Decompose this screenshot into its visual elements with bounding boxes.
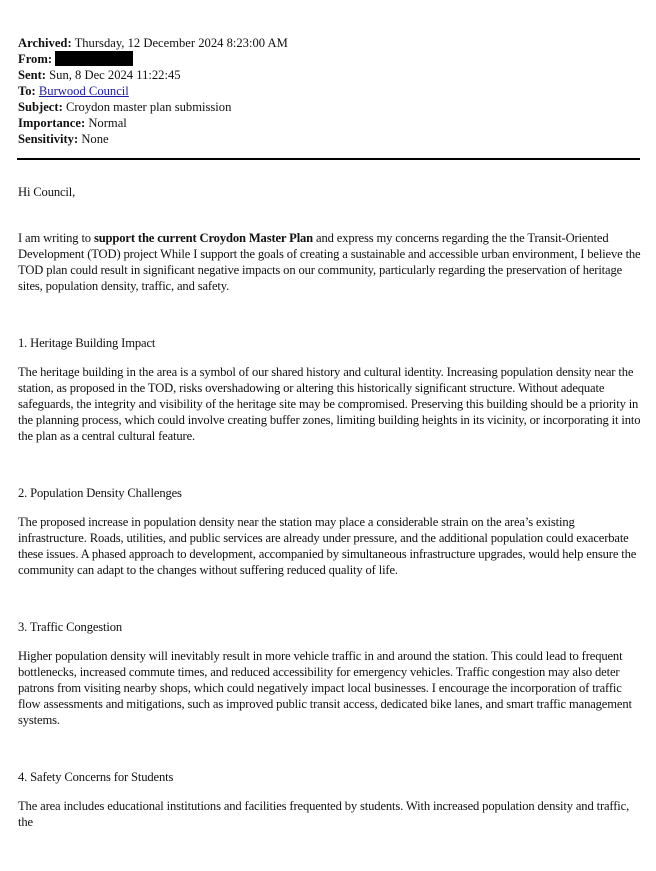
intro-bold-text: support the current Croydon Master Plan [93,231,314,245]
intro-text-end: and express my concerns regarding the the Transit-Oriented Development (TOD) project While I support the goals of creating a sustainable and accessible urban environment, I believe the TOD plan could result in significant negative impacts on our community, particularly regarding the preservation of heritage sites, population density, traffic, and safety. [18,231,641,293]
redacted-sender [55,51,133,66]
to-recipient-link[interactable]: Burwood Council [38,84,129,98]
to-label: To: [18,84,36,98]
importance-label: Importance: [18,116,86,130]
sent-label: Sent: [18,68,46,82]
subject-value: Croydon master plan submission [65,100,232,114]
section-text-safety: The area includes educational institutions and facilities frequented by students. With increased population density and traffic, the [18,799,630,829]
greeting: Hi Council, [18,185,76,199]
importance-value: Normal [88,116,127,130]
archived-value: Thursday, 12 December 2024 8:23:00 AM [74,36,288,50]
intro-text-start: I am writing to [18,231,94,245]
section-heading-safety: 4. Safety Concerns for Students [18,770,174,784]
section-text-traffic: Higher population density will inevitably result in more vehicle traffic in and around the station. This could lead to frequent bottlenecks, increased commute times, and reduced accessibility for emergency vehicles. Traffic congestion may also deter patrons from visiting nearby shops, which could negatively impact local businesses. I encourage the incorporation of traffic flow assessments and mitigations, such as improved public transit access, dedicated bike lanes, and smart traffic management systems. [18,649,632,727]
from-row [18,51,644,67]
intro-paragraph [18,230,642,294]
sensitivity-row [18,131,644,147]
subject-row [18,99,644,115]
section-heading-heritage: 1. Heritage Building Impact [18,336,156,350]
email-body [18,184,642,871]
sensitivity-value: None [81,132,109,146]
email-header [18,35,644,147]
section-heading-density: 2. Population Density Challenges [18,486,182,500]
section-heading-traffic: 3. Traffic Congestion [18,620,123,634]
from-label: From: [18,52,53,66]
to-row [18,83,644,99]
archived-row [18,35,644,51]
section-text-heritage: The heritage building in the area is a symbol of our shared history and cultural identity. Increasing population density near the station, as proposed in the TOD, risks overshadowing or altering this historically significant structure. Without adequate safeguards, the integrity and visibility of the heritage site may be compromised. Preserving this building should be a priority in the planning process, which could involve creating buffer zones, limiting building heights in its vicinity, or incorporating it into the plan as a central cultural feature. [18,365,641,443]
archived-label: Archived: [18,36,72,50]
subject-label: Subject: [18,100,63,114]
sensitivity-label: Sensitivity: [18,132,79,146]
section-text-density: The proposed increase in population density near the station may place a considerable strain on the area’s existing infrastructure. Roads, utilities, and public services are already under pressure, and the additional population could exacerbate these issues. A phased approach to development, accompanied by simultaneous infrastructure upgrades, would help ensure the community can adapt to the changes without suffering reduced quality of life. [18,515,637,577]
header-divider [17,158,640,160]
importance-row [18,115,644,131]
sent-value: Sun, 8 Dec 2024 11:22:45 [49,68,181,82]
sent-row [18,67,644,83]
